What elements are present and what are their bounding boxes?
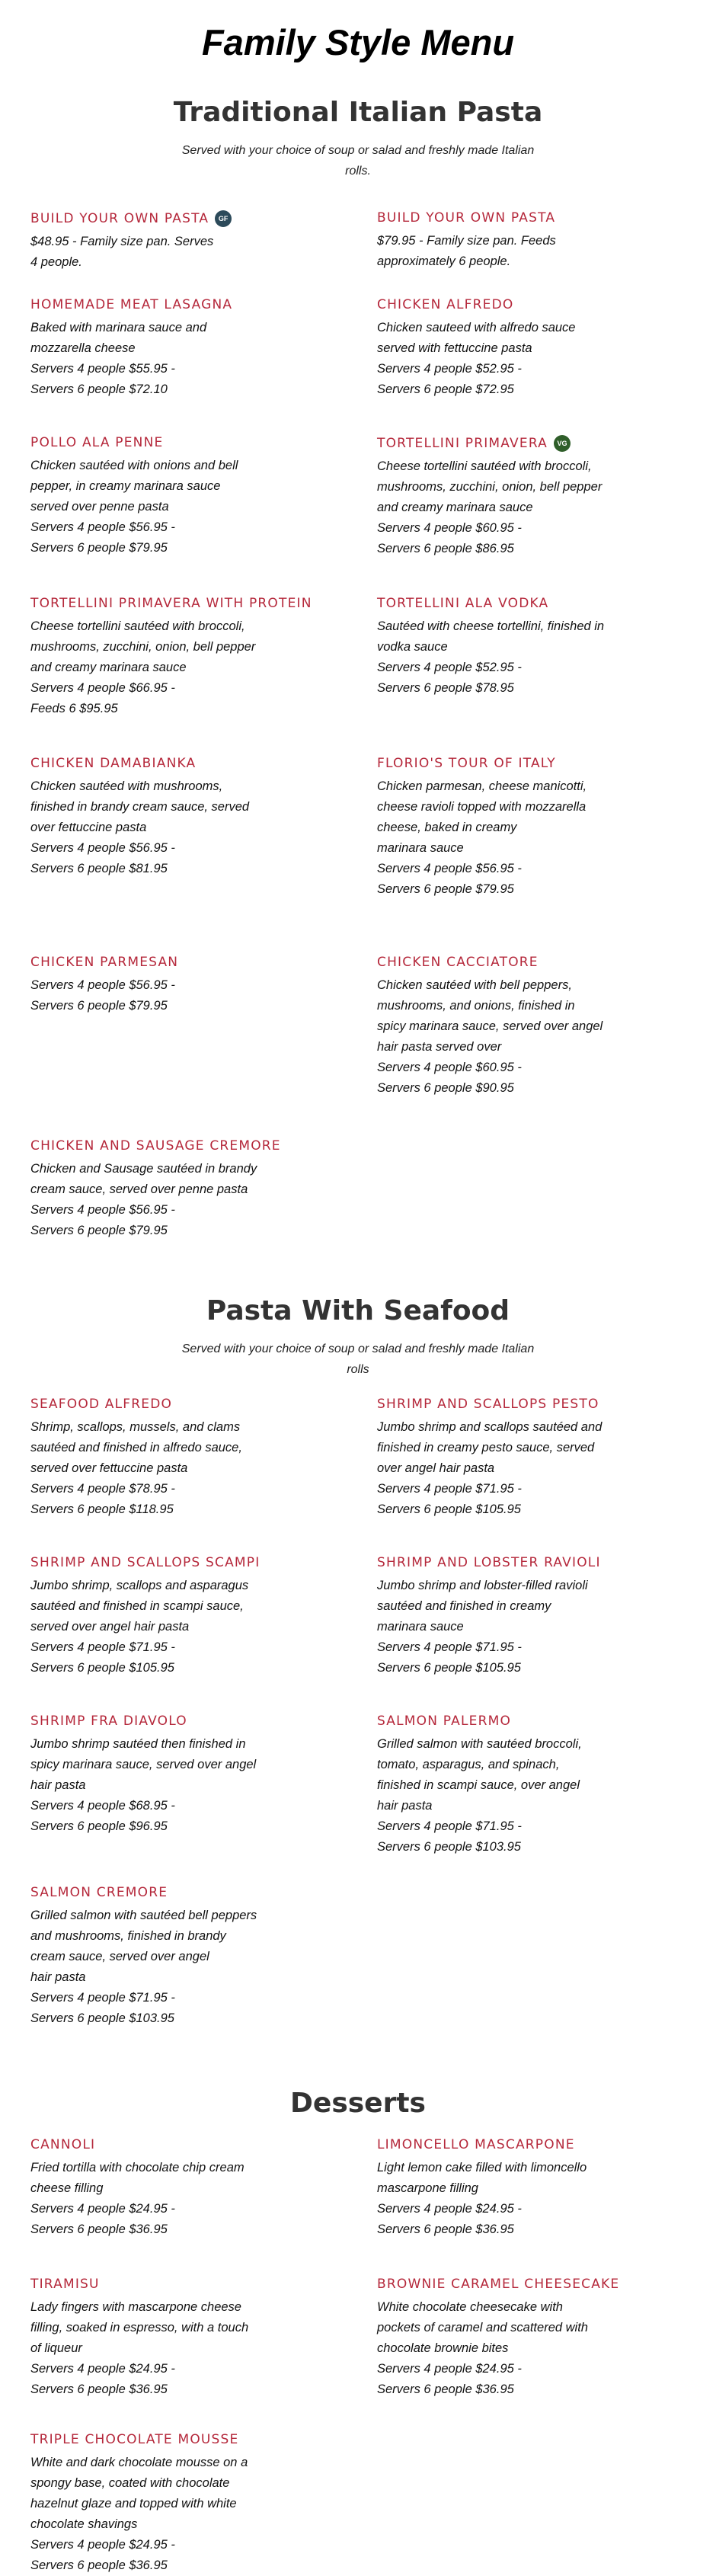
menu-item-title: CHICKEN PARMESAN bbox=[30, 955, 179, 970]
menu-item-title: FLORIO'S TOUR OF ITALY bbox=[377, 756, 556, 771]
menu-item-description: sautéed and finished in alfredo sauce, bbox=[30, 1441, 242, 1454]
menu-item-description: mushrooms, and onions, finished in bbox=[377, 999, 575, 1013]
menu-item-price: Servers 6 people $86.95 bbox=[377, 542, 514, 555]
menu-item bbox=[30, 1714, 377, 1858]
menu-item-price: Servers 6 people $36.95 bbox=[377, 2222, 514, 2236]
menu-item-title: BUILD YOUR OWN PASTA bbox=[377, 210, 556, 226]
menu-item-title: SALMON CREMORE bbox=[30, 1885, 168, 1900]
menu-item-price: Servers 4 people $56.95 - bbox=[30, 841, 175, 855]
menu-item-description: chocolate shavings bbox=[30, 2517, 138, 2531]
menu-item-description: mushrooms, zucchini, onion, bell pepper bbox=[30, 640, 256, 654]
menu-item-description: Grilled salmon with sautéed bell peppers bbox=[30, 1909, 257, 1922]
menu-item-price: Servers 4 people $52.95 - bbox=[377, 661, 522, 674]
section-seafood-pasta bbox=[0, 1294, 716, 2029]
menu-item-price: Servers 6 people $105.95 bbox=[377, 1502, 521, 1516]
menu-item bbox=[377, 1397, 689, 1520]
menu-item-name bbox=[30, 210, 354, 227]
menu-item-description: finished in creamy pesto sauce, served bbox=[377, 1441, 595, 1454]
menu-item-price: Servers 6 people $78.95 bbox=[377, 681, 514, 695]
menu-item-description: hair pasta served over bbox=[377, 1040, 502, 1054]
gluten-free-badge-icon: GF bbox=[215, 210, 232, 227]
menu-item bbox=[377, 1555, 689, 1678]
menu-item-name bbox=[30, 1397, 354, 1413]
menu-item-name bbox=[30, 435, 354, 451]
menu-item-price: $48.95 - Family size pan. Serves bbox=[30, 235, 214, 248]
menu-item-description: cheese, baked in creamy bbox=[377, 821, 517, 834]
menu-item-name bbox=[30, 2432, 354, 2448]
menu-item-price: Servers 6 people $118.95 bbox=[30, 1502, 174, 1516]
menu-item bbox=[30, 1138, 377, 1241]
menu-item-description: Baked with marinara sauce and bbox=[30, 321, 207, 334]
menu-item-description: approximately 6 people. bbox=[377, 254, 511, 268]
section-subtitle: Served with your choice of soup or salad and freshly made Italian rolls. bbox=[181, 144, 535, 178]
menu-item-description: Lady fingers with mascarpone cheese bbox=[30, 2300, 241, 2314]
menu-item bbox=[377, 596, 689, 719]
menu-item-price: Servers 6 people $81.95 bbox=[30, 862, 168, 875]
menu-item-description: sautéed and finished in creamy bbox=[377, 1599, 551, 1613]
menu-item-price: Servers 4 people $56.95 - bbox=[377, 862, 522, 875]
menu-item-name bbox=[377, 756, 666, 772]
menu-item-title: TIRAMISU bbox=[30, 2277, 100, 2292]
menu-item-description: Chicken parmesan, cheese manicotti, bbox=[377, 779, 587, 793]
menu-item-title: CHICKEN ALFREDO bbox=[377, 297, 514, 312]
menu-item-description: filling, soaked in espresso, with a touch bbox=[30, 2321, 249, 2334]
menu-item-description: tomato, asparagus, and spinach, bbox=[377, 1758, 560, 1771]
menu-item-price: Servers 6 people $105.95 bbox=[30, 1661, 174, 1675]
menu-item-description: Chicken sautéed with onions and bell bbox=[30, 459, 238, 472]
menu-item-name bbox=[30, 297, 354, 313]
menu-item-price: Servers 6 people $72.95 bbox=[377, 382, 514, 396]
menu-item bbox=[30, 1885, 377, 2029]
menu-item-price: Servers 4 people $55.95 - bbox=[30, 362, 175, 376]
menu-item-description: marinara sauce bbox=[377, 1620, 464, 1634]
menu-item-price: Servers 4 people $71.95 - bbox=[30, 1991, 175, 2005]
section-title: Pasta With Seafood bbox=[206, 1295, 510, 1326]
menu-item bbox=[30, 1397, 377, 1520]
menu-item bbox=[377, 297, 689, 400]
section-traditional-pasta bbox=[0, 96, 716, 1241]
menu-item-description: Chicken sautéed with mushrooms, bbox=[30, 779, 223, 793]
menu-item-price: Servers 4 people $60.95 - bbox=[377, 1061, 522, 1074]
menu-item-name bbox=[377, 435, 666, 452]
menu-item-name bbox=[30, 2277, 354, 2293]
section-title: Traditional Italian Pasta bbox=[173, 97, 543, 128]
menu-item-name bbox=[377, 955, 666, 971]
menu-item-price: Servers 6 people $105.95 bbox=[377, 1661, 521, 1675]
menu-item-price: Servers 4 people $60.95 - bbox=[377, 521, 522, 535]
menu-item-price: Servers 4 people $78.95 - bbox=[30, 1482, 175, 1496]
menu-item-name bbox=[30, 2137, 354, 2153]
menu-item-name bbox=[377, 297, 666, 313]
menu-item-description: served over fettuccine pasta bbox=[30, 1461, 188, 1475]
menu-item-description: Fried tortilla with chocolate chip cream bbox=[30, 2161, 245, 2174]
menu-item-name bbox=[30, 756, 354, 772]
menu-item-description: Chicken and Sausage sautéed in brandy bbox=[30, 1162, 257, 1176]
menu-item-description: Cheese tortellini sautéed with broccoli, bbox=[377, 459, 592, 473]
menu-item-price: Feeds 6 $95.95 bbox=[30, 702, 118, 715]
menu-item-title: CHICKEN CACCIATORE bbox=[377, 955, 539, 970]
menu-item-price: Servers 4 people $71.95 - bbox=[377, 1482, 522, 1496]
menu-item-name bbox=[377, 2277, 666, 2293]
menu-item-description: marinara sauce bbox=[377, 841, 464, 855]
menu-item-description: cream sauce, served over penne pasta bbox=[30, 1182, 248, 1196]
menu-item-price: Servers 6 people $79.95 bbox=[30, 999, 168, 1013]
section-title: Desserts bbox=[290, 2088, 426, 2119]
menu-item-title: TORTELLINI PRIMAVERA WITH PROTEIN bbox=[30, 596, 312, 611]
menu-item-price: Servers 4 people $24.95 - bbox=[30, 2202, 175, 2216]
menu-item bbox=[30, 1555, 377, 1678]
menu-item-description: White chocolate cheesecake with bbox=[377, 2300, 563, 2314]
menu-item-title: LIMONCELLO MASCARPONE bbox=[377, 2137, 575, 2152]
menu-item-title: SHRIMP FRA DIAVOLO bbox=[30, 1714, 187, 1729]
menu-item-title: TORTELLINI PRIMAVERA bbox=[377, 435, 548, 451]
menu-item-price: Servers 4 people $56.95 - bbox=[30, 520, 175, 534]
menu-item-description: Jumbo shrimp, scallops and asparagus bbox=[30, 1579, 249, 1592]
menu-item-description: Jumbo shrimp sautéed then finished in bbox=[30, 1737, 246, 1751]
menu-item-description: finished in scampi sauce, over angel bbox=[377, 1778, 580, 1792]
menu-item bbox=[30, 2432, 377, 2576]
menu-item-description: vodka sauce bbox=[377, 640, 448, 654]
menu-item-price: Servers 4 people $71.95 - bbox=[377, 1819, 522, 1833]
section-subtitle: Served with your choice of soup or salad and freshly made Italian rolls bbox=[181, 1342, 535, 1376]
menu-item-price: $79.95 - Family size pan. Feeds bbox=[377, 234, 556, 248]
menu-item bbox=[30, 955, 377, 1099]
menu-item-description: and creamy marinara sauce bbox=[377, 501, 533, 514]
menu-item-description: of liqueur bbox=[30, 2341, 82, 2355]
menu-item-name bbox=[377, 1555, 666, 1571]
menu-item-price: Servers 6 people $96.95 bbox=[30, 1819, 168, 1833]
menu-item bbox=[30, 297, 377, 400]
menu-item-title: BROWNIE CARAMEL CHEESECAKE bbox=[377, 2277, 620, 2292]
menu-item-title: TRIPLE CHOCOLATE MOUSSE bbox=[30, 2432, 239, 2447]
menu-item-name bbox=[377, 596, 666, 612]
menu-item bbox=[377, 756, 689, 900]
menu-item-title: SHRIMP AND LOBSTER RAVIOLI bbox=[377, 1555, 601, 1570]
menu-item-description: Light lemon cake filled with limoncello bbox=[377, 2161, 587, 2174]
menu-item-description: mascarpone filling bbox=[377, 2181, 478, 2195]
menu-item-price: Servers 6 people $36.95 bbox=[30, 2222, 168, 2236]
menu-item-description: cream sauce, served over angel bbox=[30, 1950, 209, 1963]
menu-item-price: Servers 6 people $79.95 bbox=[377, 882, 514, 896]
menu-item-price: Servers 6 people $103.95 bbox=[377, 1840, 521, 1854]
page-title: Family Style Menu bbox=[201, 22, 515, 62]
menu-item-description: Shrimp, scallops, mussels, and clams bbox=[30, 1420, 241, 1434]
menu-item-price: Servers 6 people $90.95 bbox=[377, 1081, 514, 1095]
menu-item-price: Servers 4 people $52.95 - bbox=[377, 362, 522, 376]
menu-item-name bbox=[377, 1397, 666, 1413]
menu-item-price: Servers 4 people $56.95 - bbox=[30, 1203, 175, 1217]
menu-item-price: Servers 6 people $36.95 bbox=[30, 2382, 168, 2396]
menu-item-description: hair pasta bbox=[377, 1799, 433, 1813]
menu-item-name bbox=[30, 1555, 354, 1571]
menu-item bbox=[30, 756, 377, 900]
menu-item bbox=[377, 955, 689, 1099]
menu-item-title: HOMEMADE MEAT LASAGNA bbox=[30, 297, 233, 312]
section-desserts bbox=[0, 2087, 716, 2576]
menu-item-title: SHRIMP AND SCALLOPS PESTO bbox=[377, 1397, 599, 1412]
menu-item-description: spongy base, coated with chocolate bbox=[30, 2476, 230, 2490]
menu-item-description: served over penne pasta bbox=[30, 500, 169, 514]
menu-item-price: Servers 6 people $103.95 bbox=[30, 2011, 174, 2025]
menu-item-description: pepper, in creamy marinara sauce bbox=[30, 479, 221, 493]
menu-item-description: mushrooms, zucchini, onion, bell pepper bbox=[377, 480, 603, 494]
menu-item bbox=[30, 435, 377, 559]
menu-item-title: CHICKEN AND SAUSAGE CREMORE bbox=[30, 1138, 281, 1154]
menu-item-price: Servers 6 people $36.95 bbox=[377, 2382, 514, 2396]
menu-item-description: and creamy marinara sauce bbox=[30, 661, 187, 674]
menu-item-price: Servers 4 people $24.95 - bbox=[30, 2538, 175, 2552]
menu-item-description: mozzarella cheese bbox=[30, 341, 136, 355]
menu-item-description: Chicken sautéed with bell peppers, bbox=[377, 978, 572, 992]
menu-item-description: Chicken sauteed with alfredo sauce bbox=[377, 321, 576, 334]
menu-grid bbox=[30, 210, 686, 1241]
menu-item-price: Servers 4 people $71.95 - bbox=[30, 1640, 175, 1654]
menu-item-description: over angel hair pasta bbox=[377, 1461, 495, 1475]
menu-item-description: served over angel hair pasta bbox=[30, 1620, 190, 1634]
menu-item bbox=[377, 210, 689, 273]
menu-item-price: Servers 6 people $79.95 bbox=[30, 1224, 168, 1237]
menu-item-name bbox=[377, 2137, 666, 2153]
menu-item-description: cheese ravioli topped with mozzarella bbox=[377, 800, 587, 814]
menu-item-description: White and dark chocolate mousse on a bbox=[30, 2456, 248, 2469]
menu-item-description: chocolate brownie bites bbox=[377, 2341, 509, 2355]
menu-item-description: cheese filling bbox=[30, 2181, 104, 2195]
menu-item-name bbox=[30, 1885, 354, 1901]
vegetarian-badge-icon: VG bbox=[554, 435, 571, 452]
menu-item bbox=[377, 2137, 689, 2240]
menu-item bbox=[30, 596, 377, 719]
menu-item-description: pockets of caramel and scattered with bbox=[377, 2321, 588, 2334]
menu-item-description: hair pasta bbox=[30, 1970, 86, 1984]
menu-item bbox=[30, 2277, 377, 2400]
menu-grid bbox=[30, 2137, 686, 2576]
menu-item-name bbox=[30, 596, 354, 612]
menu-item bbox=[377, 2277, 689, 2400]
menu-item-title: BUILD YOUR OWN PASTA bbox=[30, 210, 209, 226]
menu-item-title: POLLO ALA PENNE bbox=[30, 435, 164, 450]
menu-grid bbox=[30, 1397, 686, 2029]
menu-item-description: spicy marinara sauce, served over angel bbox=[377, 1019, 603, 1033]
menu-item-description: hair pasta bbox=[30, 1778, 86, 1792]
menu-item-description: Grilled salmon with sautéed broccoli, bbox=[377, 1737, 582, 1751]
menu-item-description: and mushrooms, finished in brandy bbox=[30, 1929, 226, 1943]
menu-item-price: Servers 4 people $66.95 - bbox=[30, 681, 175, 695]
menu-item-price: Servers 4 people $24.95 - bbox=[30, 2362, 175, 2376]
menu-item-price: Servers 4 people $68.95 - bbox=[30, 1799, 175, 1813]
menu-item-name bbox=[377, 1714, 666, 1730]
menu-item-title: CHICKEN DAMABIANKA bbox=[30, 756, 197, 771]
menu-item bbox=[377, 435, 689, 559]
menu-item bbox=[377, 1714, 689, 1858]
menu-item-description: Jumbo shrimp and scallops sautéed and bbox=[377, 1420, 603, 1434]
menu-item-price: Servers 4 people $24.95 - bbox=[377, 2202, 522, 2216]
menu-item-description: served with fettuccine pasta bbox=[377, 341, 532, 355]
menu-item-description: Cheese tortellini sautéed with broccoli, bbox=[30, 619, 245, 633]
menu-item-price: Servers 4 people $56.95 - bbox=[30, 978, 175, 992]
menu-item-description: spicy marinara sauce, served over angel bbox=[30, 1758, 257, 1771]
menu-item-price: Servers 4 people $71.95 - bbox=[377, 1640, 522, 1654]
menu-item-price: Servers 6 people $72.10 bbox=[30, 382, 168, 396]
menu-item-title: CANNOLI bbox=[30, 2137, 96, 2152]
menu-item-name bbox=[30, 1714, 354, 1730]
menu-item-price: Servers 6 people $36.95 bbox=[30, 2558, 168, 2572]
menu-item-name bbox=[30, 1138, 354, 1154]
menu-item-title: SHRIMP AND SCALLOPS SCAMPI bbox=[30, 1555, 261, 1570]
menu-item-title: SALMON PALERMO bbox=[377, 1714, 512, 1729]
menu-item bbox=[30, 210, 377, 273]
menu-item-name bbox=[377, 210, 666, 226]
menu-item bbox=[30, 2137, 377, 2240]
menu-item-description: Jumbo shrimp and lobster-filled ravioli bbox=[377, 1579, 588, 1592]
menu-item-description: Sautéed with cheese tortellini, finished in bbox=[377, 619, 605, 633]
menu-item-description: 4 people. bbox=[30, 255, 82, 269]
menu-item-price: Servers 6 people $79.95 bbox=[30, 541, 168, 555]
menu-item-description: over fettuccine pasta bbox=[30, 821, 147, 834]
menu-item-title: TORTELLINI ALA VODKA bbox=[377, 596, 549, 611]
menu-item-description: finished in brandy cream sauce, served bbox=[30, 800, 250, 814]
menu-item-name bbox=[30, 955, 354, 971]
menu-item-description: hazelnut glaze and topped with white bbox=[30, 2497, 237, 2510]
menu-item-price: Servers 4 people $24.95 - bbox=[377, 2362, 522, 2376]
menu-item-title: SEAFOOD ALFREDO bbox=[30, 1397, 173, 1412]
menu-item-description: sautéed and finished in scampi sauce, bbox=[30, 1599, 244, 1613]
